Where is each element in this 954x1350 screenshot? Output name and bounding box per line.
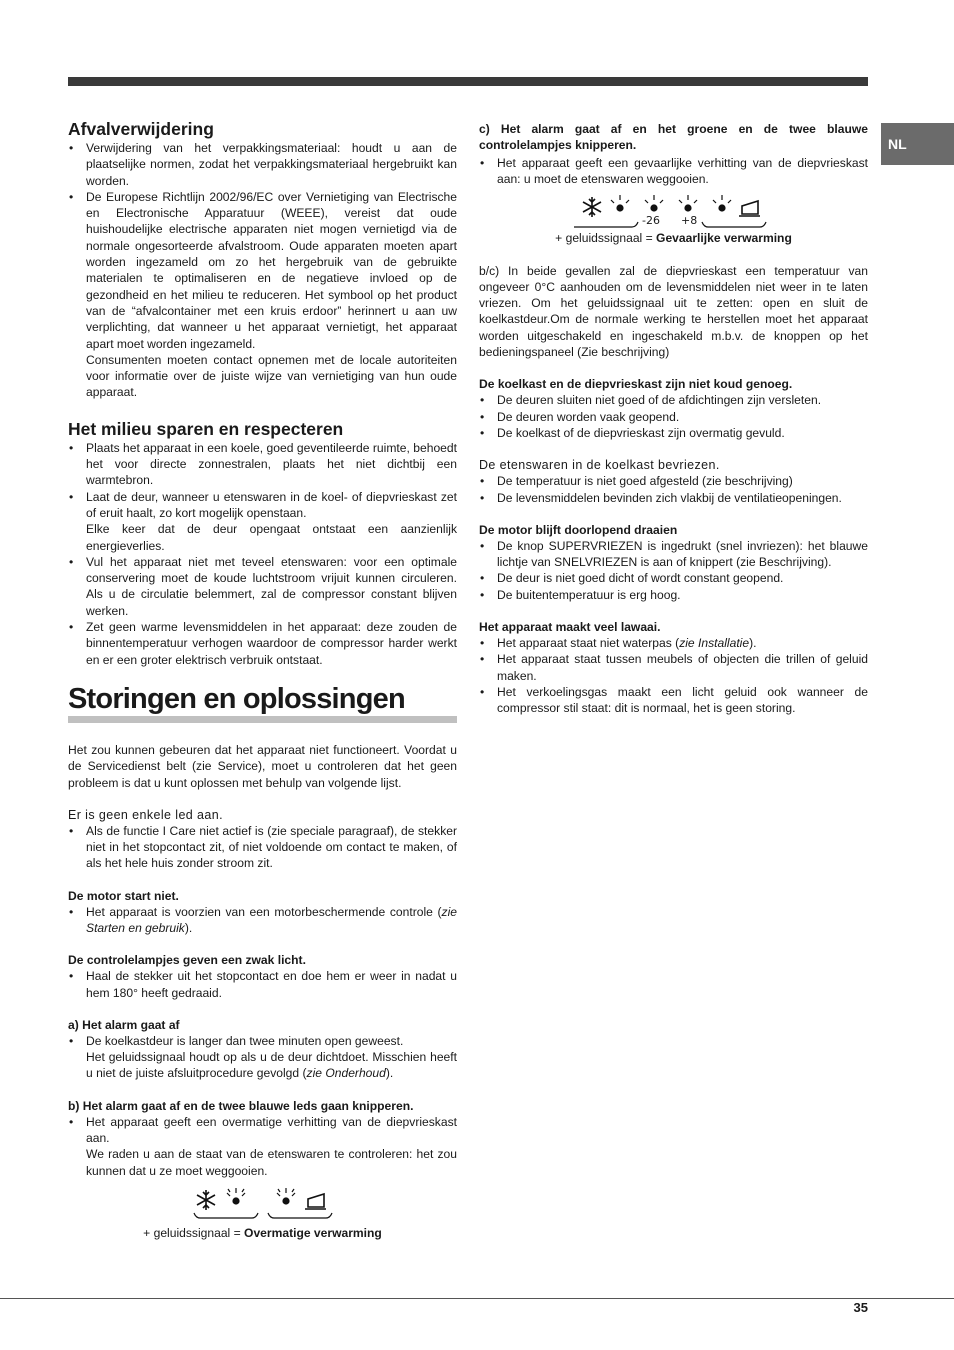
list-item	[68, 489, 457, 554]
list-item: • Zet geen warme levensmiddelen in het apparaat: deze zouden de binnentemperatuur verhogen waardoor de compressor harder werkt en er een groter elektrisch verbruik ontstaat.	[68, 619, 457, 668]
motor-no-start-heading: De motor start niet.	[68, 888, 179, 903]
motor-running-heading: De motor blijft doorlopend draaien	[479, 522, 678, 537]
led-indicators-graphic	[574, 192, 784, 236]
list-item	[68, 904, 457, 937]
list-item: • De deuren sluiten niet goed of de afdichtingen zijn versleten.	[479, 392, 868, 408]
text-part: Het apparaat staat niet waterpas (	[497, 636, 680, 651]
reference-link-text: zie Installatie	[679, 636, 750, 651]
disposal-list	[68, 140, 457, 401]
list-item-text: De Europese Richtlijn 2002/96/EC over Vernietiging van Electrische en Electronische Apparatuur (WEEE), vereist dat oude huishoudelijke electrische apparaten niet mogen vernietigd via de normale ongesorteerde afvalstroom. Oude apparaten moeten apart worden ingezameld om zo het hergebruik van de gebruikte materialen te optimaliseren en de negatieve invloed op de gezondheid en het milieu te reduceren. Het symbool op het product van de “afvalcontainer met een kruis erdoor” herinnert u aan uw verplichting, dat wanneer u het apparaat vernietigt, het apparaat apart moet worden ingezameld.	[86, 189, 457, 351]
text-part: ).	[385, 1066, 394, 1081]
freezing-heading: De etenswaren in de koelkast bevriezen.	[479, 458, 720, 473]
disposal-heading: Afvalverwijdering	[68, 119, 214, 139]
weak-light-heading: De controlelampjes geven een zwak licht.	[68, 953, 306, 968]
list-item: • Vul het apparaat niet met teveel etenswaren: voor een optimale conservering moet de koude luchtstroom vrijuit kunnen circuleren. Als u de circulatie belemmert, zal de compressor constant blijven werken.	[68, 554, 457, 619]
left-column	[68, 118, 457, 1241]
blinking-led-icon	[679, 195, 697, 211]
alarm-b-heading: b) Het alarm gaat af en de twee blauwe leds gaan knipperen.	[68, 1098, 414, 1113]
list-item	[68, 189, 457, 401]
list-item-extra	[86, 1049, 457, 1082]
not-cold-heading: De koelkast en de diepvrieskast zijn niet koud genoeg.	[479, 377, 793, 392]
list-item: • Plaats het apparaat in een koele, goed geventileerde ruimte, behoedt het voor directe zonnestralen, plaats het niet dichtbij een warmtebron.	[68, 440, 457, 489]
noisy-heading: Het apparaat maakt veel lawaai.	[479, 620, 661, 635]
temperature-label-left: -26	[642, 213, 660, 227]
text-part: ).	[749, 636, 757, 651]
bc-explanation: b/c) In beide gevallen zal de diepvrieskast een temperatuur van ongeveer 0°C aanhouden om de levensmiddelen niet weer in te laten vriezen. Om het geluidssignaal uit te zetten: open en sluit de koelkastdeur.Om de normale werking te herstellen moet het apparaat worden uitgeschakeld en ingeschakeld m.b.v. de knoppen op het bedieningspaneel (Zie beschrijving)	[479, 263, 868, 360]
temperature-label-right: +8	[681, 213, 698, 227]
list-item: • De temperatuur is niet goed afgesteld (zie beschrijving)	[479, 473, 868, 489]
bracket-right-icon	[702, 222, 766, 227]
alarm-icon	[305, 1194, 326, 1209]
top-bar	[68, 77, 868, 86]
snowflake-icon	[197, 1190, 215, 1210]
bracket-left-icon	[194, 1213, 258, 1218]
list-item: • Verwijdering van het verpakkingsmateriaal: houdt u aan de plaatselijke normen, zodat het verpakkingsmateriaal hergebruikt kan worden.	[68, 140, 457, 189]
list-item: • De buitentemperatuur is erg hoog.	[479, 587, 868, 603]
list-item: • De deuren worden vaak geopend.	[479, 409, 868, 425]
list-item-text: Laat de deur, wanneer u etenswaren in de koel- of diepvrieskast zet of eruit haalt, zo kort mogelijk openstaan.	[86, 489, 457, 520]
list-item-extra: We raden u aan de staat van de etenswaren te controleren: het zou kunnen dat u ze moet weggooien.	[86, 1147, 457, 1178]
blinking-led-icon	[611, 195, 629, 211]
bracket-left-icon	[574, 222, 638, 227]
right-column	[479, 121, 868, 717]
list-item: • Het verkoelingsgas maakt een licht geluid ook wanneer de compressor stil staat: dit is normaal, het is geen storing.	[479, 684, 868, 717]
page-title: Storingen en oplossingen	[68, 682, 405, 715]
environment-heading: Het milieu sparen en respecteren	[68, 418, 344, 439]
text-part: Het apparaat is voorzien van een motorbeschermende controle (	[86, 904, 442, 919]
alarm-c-diagram	[479, 192, 868, 236]
title-underline	[68, 716, 457, 723]
blinking-led-icon	[645, 195, 663, 211]
text-part: + geluidssignaal =	[143, 1225, 245, 1240]
blinking-led-icon	[277, 1188, 295, 1204]
list-item-extra: Elke keer dat de deur opengaat ontstaat een aanzienlijk energieverlies.	[86, 522, 457, 553]
alarm-a-heading: a) Het alarm gaat af	[68, 1017, 180, 1032]
text-part: Het geluidssignaal houdt op als u de deur dichtdoet. Misschien heeft u niet de juiste afsluitprocedure gevolgd (	[86, 1050, 457, 1081]
language-tab: NL	[881, 123, 954, 165]
caption-bold: Overmatige verwarming	[244, 1225, 382, 1240]
list-item: • Als de functie I Care niet actief is (zie speciale paragraaf), de stekker niet in het stopcontact zit, of niet voldoende om contact te maken, of als het hele huis zonder stroom zit.	[68, 823, 457, 872]
list-item: • De koelkast of de diepvrieskast zijn overmatig gevuld.	[479, 425, 868, 441]
alarm-c-heading: c) Het alarm gaat af en het groene en de twee blauwe controlelampjes knipperen.	[479, 122, 868, 152]
list-item: • Haal de stekker uit het stopcontact en doe hem er weer in nadat u hem 180° heeft gedraaid.	[68, 968, 457, 1001]
list-item: • Het apparaat staat tussen meubels of objecten die trillen of geluid maken.	[479, 651, 868, 684]
intro-text: Het zou kunnen gebeuren dat het apparaat niet functioneert. Voordat u de Servicedienst belt (zie Service), moet u controleren dat het geen probleem is dat u kunt oplossen met behulp van volgende lijst.	[68, 742, 457, 790]
page-number: 35	[853, 1300, 868, 1315]
list-item: • De knop SUPERVRIEZEN is ingedrukt (snel invriezen): het blauwe lichtje van SNELVRIEZEN is aan of knippert (zie Beschrijving).	[479, 538, 868, 571]
text-part: + geluidssignaal =	[555, 230, 657, 245]
caption-bold: Gevaarlijke verwarming	[656, 230, 792, 245]
list-item-text: Het apparaat geeft een overmatige verhitting van de diepvrieskast aan.	[86, 1114, 457, 1146]
snowflake-icon	[583, 197, 601, 217]
list-item	[479, 635, 868, 651]
blinking-led-icon	[713, 195, 731, 211]
reference-link-text: zie Starten en gebruik	[86, 904, 457, 935]
list-item: • Het apparaat geeft een gevaarlijke verhitting van de diepvrieskast aan: u moet de etenswaren weggooien.	[479, 155, 868, 188]
alarm-icon	[739, 201, 760, 216]
list-item-extra: Consumenten moeten contact opnemen met de locale autoriteiten voor informatie over de juiste wijze van vernietiging van hun oude apparaat.	[86, 352, 457, 400]
text-part: ).	[184, 920, 193, 935]
list-item-text: De koelkastdeur is langer dan twee minuten open geweest.	[86, 1033, 404, 1048]
list-item	[68, 1114, 457, 1179]
list-item	[68, 1033, 457, 1082]
list-item: • De deur is niet goed dicht of wordt constant geopend.	[479, 570, 868, 586]
list-item: • De levensmiddelen bevinden zich vlakbij de ventilatieopeningen.	[479, 490, 868, 506]
environment-list	[68, 440, 457, 668]
led-indicators-graphic	[188, 1185, 368, 1225]
alarm-b-diagram	[68, 1183, 457, 1225]
no-led-heading: Er is geen enkele led aan.	[68, 807, 223, 822]
bracket-right-icon	[268, 1213, 332, 1218]
alarm-b-caption	[68, 1225, 457, 1241]
reference-link-text: zie Onderhoud	[306, 1066, 386, 1081]
footer-rule	[0, 1298, 954, 1299]
blinking-led-icon	[227, 1188, 245, 1204]
